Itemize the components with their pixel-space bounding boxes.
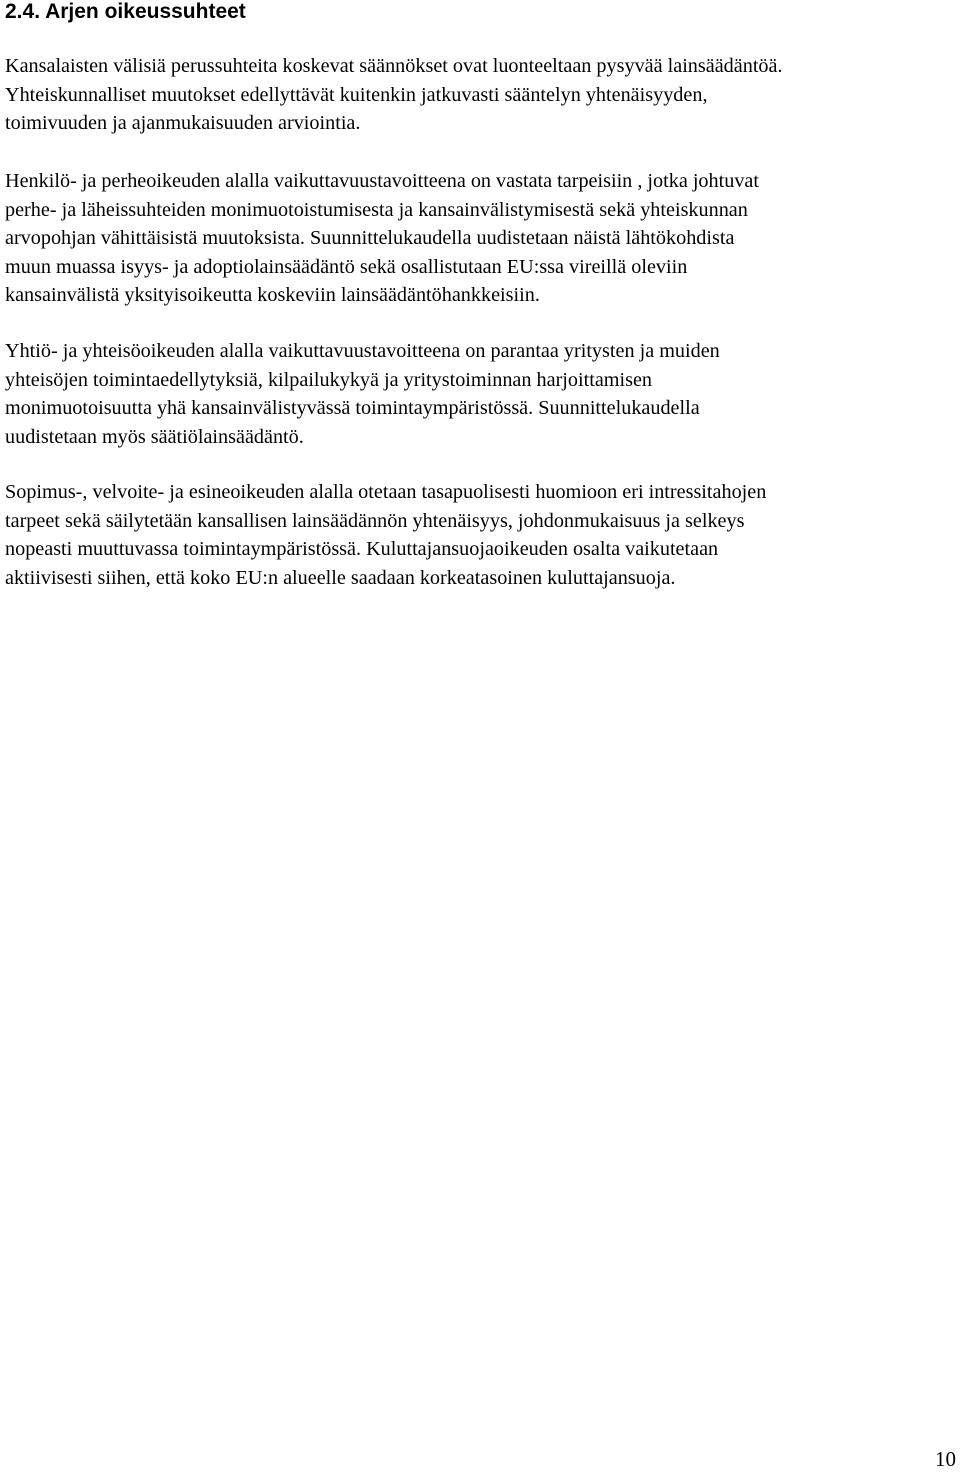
paragraph-line: muun muassa isyys- ja adoptiolainsäädäntö sekä osallistutaan EU:ssa vireillä oleviin <box>5 255 688 278</box>
paragraph-line: tarpeet sekä säilytetään kansallisen lainsäädännön yhtenäisyys, johdonmukaisuus ja selkeys <box>5 509 745 532</box>
paragraph-line: Yhteiskunnalliset muutokset edellyttävät kuitenkin jatkuvasti sääntelyn yhtenäisyyden, <box>5 83 708 106</box>
paragraph-line: Yhtiö- ja yhteisöoikeuden alalla vaikuttavuustavoitteena on parantaa yritysten ja muiden <box>5 340 720 362</box>
paragraph-line: Kansalaisten välisiä perussuhteita koskevat säännökset ovat luonteeltaan pysyvää lainsäädäntöä. <box>5 55 783 77</box>
paragraph-line: monimuotoisuutta yhä kansainvälistyvässä toimintaympäristössä. Suunnittelukaudella <box>5 397 700 420</box>
paragraph-contract-law <box>5 478 955 592</box>
paragraph-line: aktiivisesti siihen, että koko EU:n alueelle saadaan korkeatasoinen kuluttajansuoja. <box>5 566 676 589</box>
paragraph-intro <box>5 52 955 138</box>
section-heading: 2.4. Arjen oikeussuhteet <box>5 0 246 23</box>
paragraph-line: kansainvälistä yksityisoikeutta koskeviin lainsäädäntöhankkeisiin. <box>5 284 540 307</box>
paragraph-line: Sopimus-, velvoite- ja esineoikeuden alalla otetaan tasapuolisesti huomioon eri intressitahojen <box>5 481 767 503</box>
paragraph-line: uudistetaan myös säätiölainsäädäntö. <box>5 425 304 448</box>
paragraph-company-law <box>5 337 955 451</box>
paragraph-line: arvopohjan vähittäisistä muutoksista. Suunnittelukaudella uudistetaan näistä lähtökohdista <box>5 227 735 250</box>
paragraph-line: toimivuuden ja ajanmukaisuuden arviointia. <box>5 112 361 135</box>
paragraph-line: nopeasti muuttuvassa toimintaympäristössä. Kuluttajansuojaoikeuden osalta vaikutetaan <box>5 538 719 561</box>
paragraph-line: perhe- ja läheissuhteiden monimuotoistumisesta ja kansainvälistymisestä sekä yhteiskunnan <box>5 198 748 221</box>
paragraph-family-law <box>5 167 955 310</box>
page-number: 10 <box>935 1447 956 1471</box>
paragraph-line: Henkilö- ja perheoikeuden alalla vaikuttavuustavoitteena on vastata tarpeisiin , jotka johtuvat <box>5 170 759 192</box>
paragraph-line: yhteisöjen toimintaedellytyksiä, kilpailukykyä ja yritystoiminnan harjoittamisen <box>5 368 653 391</box>
